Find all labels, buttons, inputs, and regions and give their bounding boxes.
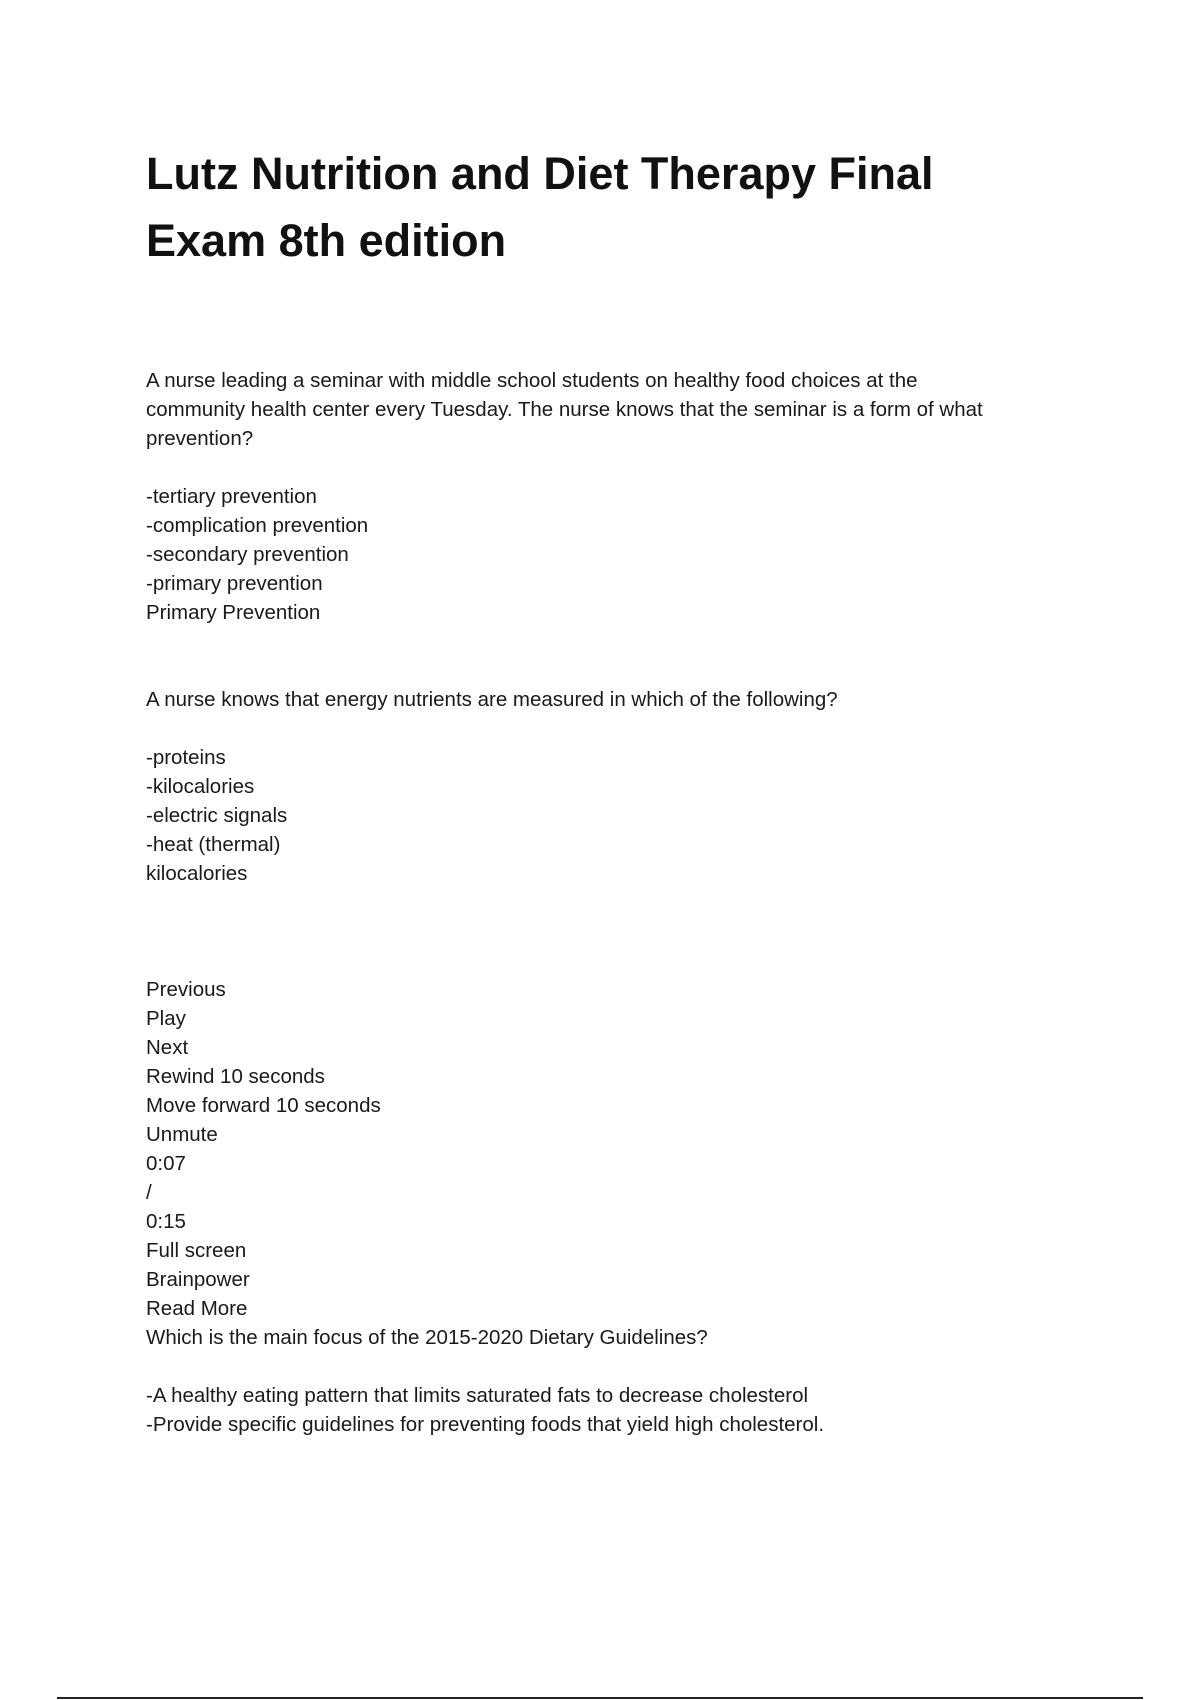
unmute-button[interactable]: Unmute [146, 1123, 218, 1146]
answer-option: -heat (thermal) [146, 833, 281, 856]
page-title: Lutz Nutrition and Diet Therapy Final Exam 8th edition [146, 148, 934, 266]
current-time: 0:07 [146, 1152, 186, 1175]
duration: 0:15 [146, 1210, 186, 1233]
answer-option: -complication prevention [146, 514, 369, 537]
answer-option: -primary prevention [146, 572, 323, 595]
answer-option: -electric signals [146, 804, 288, 827]
answer-option: -Provide specific guidelines for preventing foods that yield high cholesterol. [146, 1413, 825, 1436]
time-separator: / [146, 1181, 152, 1204]
question-block [146, 1323, 1066, 1439]
read-more-link[interactable]: Read More [146, 1297, 248, 1320]
media-player-controls [146, 975, 1066, 1323]
forward-button[interactable]: Move forward 10 seconds [146, 1094, 381, 1117]
document-body [146, 366, 1066, 1439]
question-text: A nurse leading a seminar with middle school students on healthy food choices at the [146, 369, 918, 392]
question-text: prevention? [146, 427, 254, 450]
question-text: community health center every Tuesday. The nurse knows that the seminar is a form of what [146, 398, 983, 421]
next-button[interactable]: Next [146, 1036, 189, 1059]
correct-answer: Primary Prevention [146, 601, 321, 624]
footer-divider [57, 1697, 1143, 1699]
fullscreen-button[interactable]: Full screen [146, 1239, 247, 1262]
question-text: A nurse knows that energy nutrients are measured in which of the following? [146, 688, 838, 711]
brand-label: Brainpower [146, 1268, 250, 1291]
question-text: Which is the main focus of the 2015-2020 Dietary Guidelines? [146, 1326, 708, 1349]
answer-option: -tertiary prevention [146, 485, 317, 508]
previous-button[interactable]: Previous [146, 978, 226, 1001]
play-button[interactable]: Play [146, 1007, 186, 1030]
correct-answer: kilocalories [146, 862, 248, 885]
rewind-button[interactable]: Rewind 10 seconds [146, 1065, 325, 1088]
answer-option: -kilocalories [146, 775, 255, 798]
question-block [146, 366, 1066, 627]
answer-option: -secondary prevention [146, 543, 349, 566]
question-block [146, 685, 1066, 888]
answer-option: -proteins [146, 746, 226, 769]
answer-option: -A healthy eating pattern that limits saturated fats to decrease cholesterol [146, 1384, 809, 1407]
